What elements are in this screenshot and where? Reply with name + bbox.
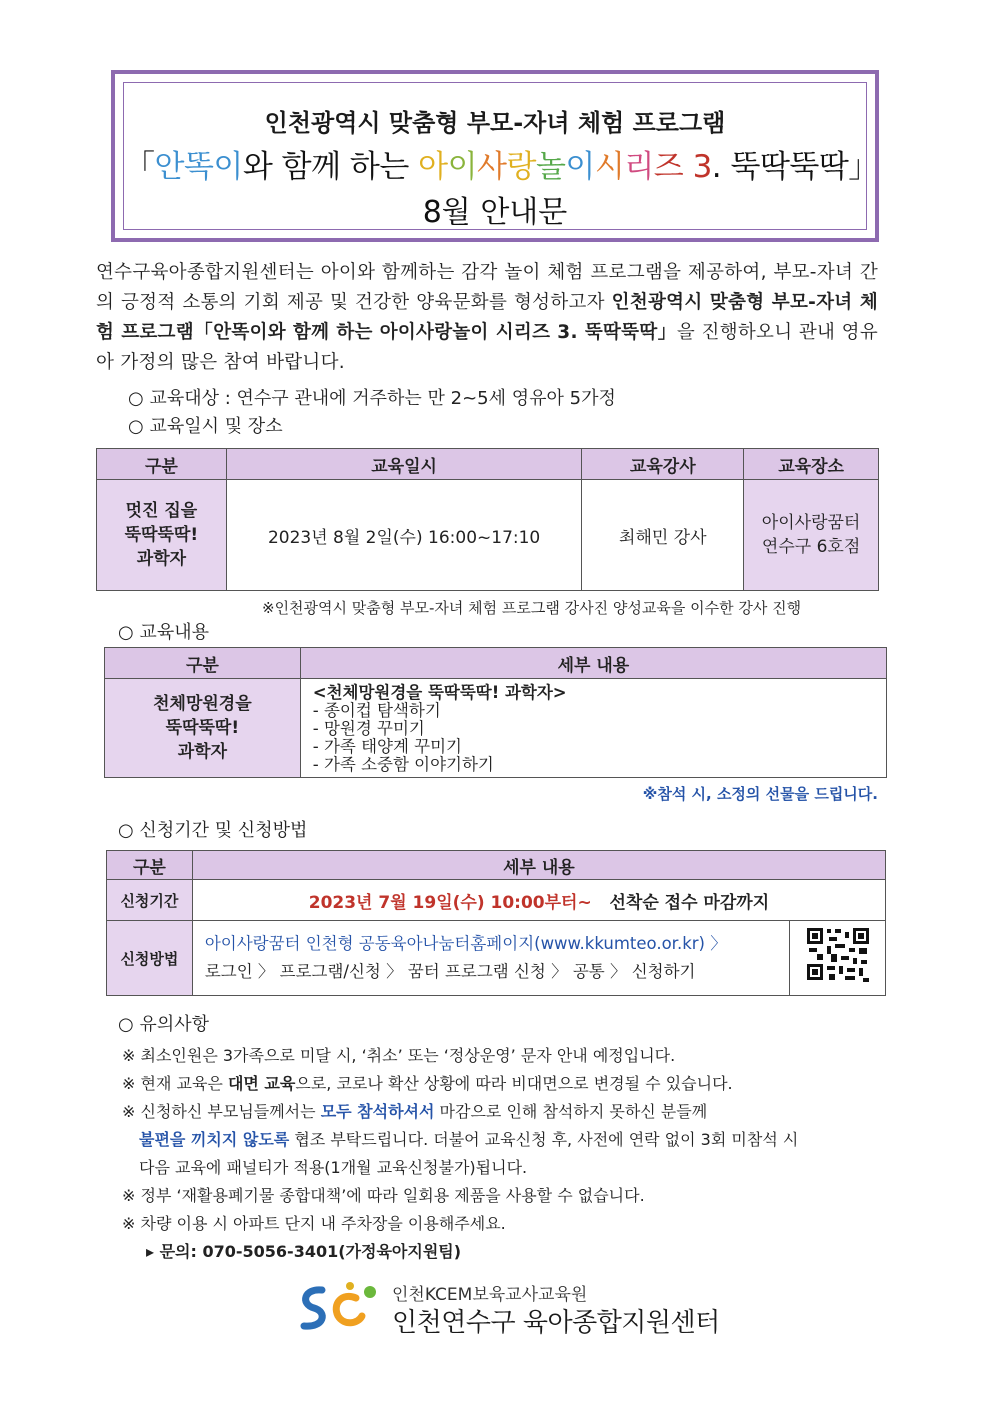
period-cell [192,880,885,921]
notice-2-a: ※ 현재 교육은 [122,1074,228,1093]
bullet-content: ○ 교육내용 [118,622,209,643]
notice-3-bold: 모두 참석하셔서 [320,1102,435,1121]
notice-1: ※ 최소인원은 3가족으로 미달 시, ‘취소’ 또는 ‘정상운영’ 문자 안내 예정입니다. [122,1046,676,1065]
content-heading: <천체망원경을 뚝딱뚝딱! 과학자> [312,683,567,702]
title-line2-segment: 아 [418,149,448,185]
schedule-datetime-cell: 2023년 8월 2일(수) 16:00~17:10 [226,480,582,591]
category-line: 천체망원경을 [153,694,252,714]
list-item: - 종이컵 탐색하기 [312,701,441,720]
gift-note: ※참석 시, 소정의 선물을 드립니다. [642,785,878,803]
notice-3-line3: 다음 교육에 패널티가 적용(1개월 교육신청불가)됩니다. [139,1158,528,1177]
bullet-schedule: ○ 교육일시 및 장소 [128,416,283,437]
list-item: - 가족 태양계 꾸미기 [312,737,462,756]
qr-code-icon[interactable] [805,926,871,986]
logo-emblem-icon [294,1280,384,1336]
content-header-row [105,648,887,679]
header-instructor: 교육강사 [582,449,744,480]
title-line2-segment: 이 [565,149,595,185]
notice-2 [122,1071,733,1094]
table-row [97,480,879,591]
title-line2-segment: 리 [624,149,654,185]
title-line2-segment: 와 함께 하는 [242,149,419,185]
title-line2 [124,141,879,186]
header-detail: 세부 내용 [192,851,885,880]
header-place: 교육장소 [744,449,879,480]
notice-2-bold: 대면 교육 [227,1074,296,1093]
title-line2-segment: 즈 3 [653,149,712,185]
schedule-header-row [97,449,879,480]
header-category: 구분 [97,449,227,480]
content-category-cell [105,679,301,778]
content-detail-cell [300,679,886,778]
apply-header-row [107,851,886,880]
apply-table [106,850,886,996]
table-row [107,880,886,921]
title-line2-segment: 안똑이 [154,149,243,185]
category-line: 뚝딱뚝딱! [165,718,240,738]
category-line: 뚝딱뚝딱! [124,525,199,545]
notice-3-line2 [139,1127,798,1150]
logo-line2: 인천연수구 육아종합지원센터 [392,1308,720,1338]
notice-3-bold2: 불편을 끼치지 않도록 [139,1130,290,1149]
logo-line1: 인천KCEM보육교사교육원 [392,1285,588,1305]
title-line2-segment: 「 [124,149,155,185]
period-label: 신청기간 [107,880,193,921]
bullet-target: ○ 교육대상 : 연수구 관내에 거주하는 만 2~5세 영유아 5가정 [128,388,616,409]
notice-5: ※ 차량 이용 시 아파트 단지 내 주차장을 이용해주세요. [122,1214,506,1233]
method-line2: 로그인 〉 프로그램/신청 〉 꿈터 프로그램 신청 〉 공통 〉 신청하기 [204,962,696,981]
period-deadline: 선착순 접수 마감까지 [609,892,770,913]
qr-cell [790,921,886,996]
title-line2-segment: 놀 [535,149,566,185]
list-item: - 망원경 꾸미기 [312,719,425,738]
header-datetime: 교육일시 [226,449,582,480]
content-table [104,647,887,778]
notice-3 [122,1099,707,1122]
period-date: 2023년 7월 19일(수) 10:00부터~ [308,892,592,913]
schedule-instructor-cell: 최해민 강사 [582,480,744,591]
place-line: 아이사랑꿈터 [761,513,861,533]
intro-text-2: 을 진행하오니 관내 영유아 가정의 많은 참여 바랍니다. [96,322,879,373]
notice-3-c: 마감으로 인해 참석하지 못하신 분들께 [434,1102,708,1121]
method-label: 신청방법 [107,921,193,996]
schedule-footnote: ※인천광역시 맞춤형 부모-자녀 체험 프로그램 강사진 양성교육을 이수한 강사 진행 [262,599,802,617]
title-line2-segment: 사 [477,149,507,185]
notice-3-e: 협조 부탁드립니다. 더불어 교육신청 후, 사전에 연락 없이 3회 미참석 시 [289,1130,799,1149]
intro-text-1: 연수구육아종합지원센터는 아이와 함께하는 감각 놀이 체험 프로그램을 제공하여, 부모-자녀 간의 긍정적 소통의 기회 제공 및 건강한 양육문화를 형성하고자 [96,262,878,313]
title-inner-border [123,82,879,230]
intro-paragraph [96,258,878,378]
place-line: 연수구 6호점 [761,537,861,557]
header-category: 구분 [107,851,193,880]
category-line: 과학자 [136,549,187,569]
title-line2-segment: . 뚝딱뚝딱」 [711,149,879,185]
notice-3-a: ※ 신청하신 부모님들께서는 [122,1102,321,1121]
header-category: 구분 [105,648,301,679]
title-box [111,70,879,242]
schedule-category-cell [97,480,227,591]
notice-4: ※ 정부 ‘재활용폐기물 종합대책’에 따라 일회용 제품을 사용할 수 없습니다. [122,1186,645,1205]
notice-2-c: 으로, 코로나 확산 상황에 따라 비대면으로 변경될 수 있습니다. [295,1074,733,1093]
table-row [105,679,887,778]
category-line: 멋진 집을 [125,501,198,521]
list-item: - 가족 소중함 이야기하기 [312,755,494,774]
bullet-notice: ○ 유의사항 [118,1014,209,1035]
title-line1: 인천광역시 맞춤형 부모-자녀 체험 프로그램 [264,109,726,137]
title-line3: 8월 안내문 [422,195,568,230]
bullet-apply: ○ 신청기간 및 신청방법 [118,820,308,841]
header-detail: 세부 내용 [300,648,886,679]
method-line1[interactable]: 아이사랑꿈터 인천형 공동육아나눔터홈페이지(www.kkumteo.or.kr) 〉 [204,934,727,953]
title-line2-segment: 랑 [506,149,536,185]
title-line2-segment: 이 [447,149,478,185]
table-row [107,921,886,996]
schedule-place-cell [744,480,879,591]
category-line: 과학자 [177,742,228,762]
intro-text-bold: 인천광역시 맞춤형 부모-자녀 체험 프로그램「안똑이와 함께 하는 아이사랑놀이 시리즈 3. 뚝딱뚝딱」 [96,292,878,343]
schedule-table [96,448,879,591]
method-cell [192,921,789,996]
contact-info: ▸ 문의: 070-5056-3401(가정육아지원팀) [146,1242,462,1261]
organization-logo [294,1280,720,1340]
title-line2-segment: 시 [594,149,625,185]
